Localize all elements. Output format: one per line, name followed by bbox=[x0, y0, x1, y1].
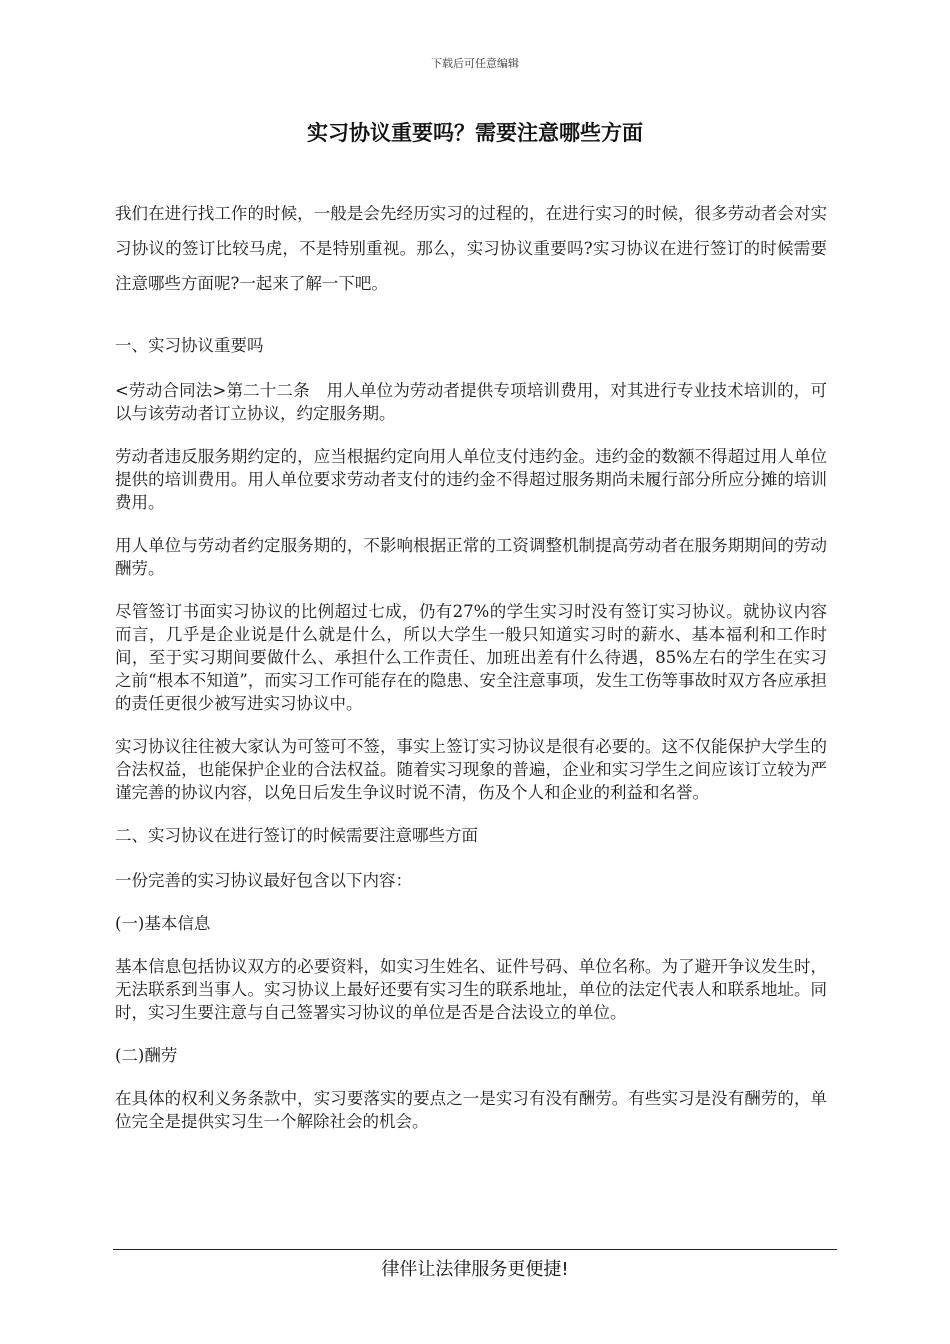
paragraph-service-period: 用人单位与劳动者约定服务期的，不影响根据正常的工资调整机制提高劳动者在服务期期间的劳动酬劳。 bbox=[115, 536, 827, 578]
paragraph-basic-info: 基本信息包括协议双方的必要资料，如实习生姓名、证件号码、单位名称。为了避开争议发生时，无法联系到当事人。实习协议上最好还要有实习生的联系地址，单位的法定代表人和联系地址。同时，实习生要注意与自己签署实习协议的单位是否是合法设立的单位。 bbox=[115, 957, 827, 1022]
section-heading-2: 二、实习协议在进行签订的时候需要注意哪些方面 bbox=[115, 826, 478, 845]
subheading-remuneration: (二)酬劳 bbox=[115, 1046, 178, 1065]
document-title: 实习协议重要吗？需要注意哪些方面 bbox=[307, 121, 643, 145]
header-note: 下载后可任意编辑 bbox=[431, 57, 519, 70]
document-body bbox=[115, 196, 827, 1153]
paragraph-contents-intro: 一份完善的实习协议最好包含以下内容： bbox=[115, 871, 412, 890]
paragraph-necessity: 实习协议往往被大家认为可签可不签，事实上签订实习协议是很有必要的。这不仅能保护大学生的合法权益，也能保护企业的合法权益。随着实习现象的普遍，企业和实习学生之间应该订立较为严谨完善的协议内容，以免日后发生争议时说不清，伤及个人和企业的利益和名誉。 bbox=[115, 737, 827, 802]
paragraph-statistics: 尽管签订书面实习协议的比例超过七成，仍有27%的学生实习时没有签订实习协议。就协议内容而言，几乎是企业说是什么就是什么，所以大学生一般只知道实习时的薪水、基本福利和工作时间，至于实习期间要做什么、承担什么工作责任、加班出差有什么待遇，85%左右的学生在实习之前“根本不知道”，而实习工作可能存在的隐患、安全注意事项，发生工伤等事故时双方各应承担的责任更很少被写进实习协议中。 bbox=[115, 602, 827, 713]
subheading-basic-info: (一)基本信息 bbox=[115, 914, 211, 933]
paragraph-penalty: 劳动者违反服务期约定的，应当根据约定向用人单位支付违约金。违约金的数额不得超过用人单位提供的培训费用。用人单位要求劳动者支付的违约金不得超过服务期尚未履行部分所应分摊的培训费用。 bbox=[115, 447, 827, 512]
footer-divider bbox=[113, 1249, 837, 1250]
paragraph-law-article: <劳动合同法>第二十二条 用人单位为劳动者提供专项培训费用，对其进行专业技术培训的，可以与该劳动者订立协议，约定服务期。 bbox=[115, 381, 827, 423]
section-heading-1: 一、实习协议重要吗 bbox=[115, 336, 264, 355]
intro-paragraph: 我们在进行找工作的时候，一般是会先经历实习的过程的，在进行实习的时候，很多劳动者会对实习协议的签订比较马虎，不是特别重视。那么，实习协议重要吗?实习协议在进行签订的时候需要注意哪些方面呢?一起来了解一下吧。 bbox=[115, 204, 827, 293]
paragraph-remuneration: 在具体的权利义务条款中，实习要落实的要点之一是实习有没有酬劳。有些实习是没有酬劳的，单位完全是提供实习生一个解除社会的机会。 bbox=[115, 1089, 827, 1131]
footer-slogan: 律伴让法律服务更便捷! bbox=[381, 1259, 569, 1280]
